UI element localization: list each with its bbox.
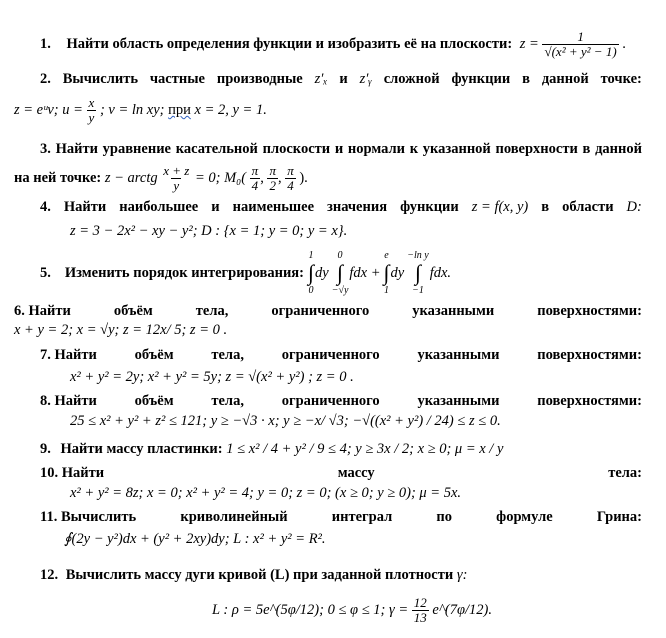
word: Найти	[55, 141, 98, 157]
lower-limit: −1	[412, 285, 424, 296]
word: указанными	[417, 347, 500, 363]
word: к	[409, 141, 419, 157]
word: ограниченного	[281, 347, 380, 363]
formula: ; v = ln xy;	[99, 101, 165, 118]
word: объём	[113, 303, 153, 319]
denominator: y	[88, 110, 95, 125]
word: и	[339, 71, 348, 87]
problem-number: 8.	[40, 393, 51, 409]
problem-8-line1	[40, 392, 642, 410]
word: поверхности	[495, 141, 578, 157]
problem-9	[40, 440, 503, 458]
numerator: π	[269, 163, 276, 178]
formula: fdx +	[349, 265, 381, 281]
word: ограниченного	[281, 393, 380, 409]
word: области	[562, 199, 614, 215]
word: уравнение	[102, 141, 171, 157]
problem-number: 1.	[40, 35, 51, 52]
word: массу	[337, 465, 375, 481]
fraction	[267, 164, 278, 193]
formula: = 0; M₀(	[194, 169, 247, 186]
numerator: x	[88, 95, 95, 110]
problem-4-line1	[40, 198, 642, 216]
denominator: 13	[413, 610, 427, 625]
numerator: x + z	[163, 163, 190, 178]
word: и	[211, 199, 220, 215]
formula: 1 ≤ x² / 4 + y² / 9 ≤ 4; y ≥ 3x / 2; x ≥ 0; μ = x / y	[226, 441, 504, 457]
problem-text: Найти область определения функции и изобразить её на плоскости:	[66, 35, 513, 52]
denominator: √(x² + y² − 1)	[544, 44, 617, 59]
integral: 1 ∫ 0	[307, 250, 315, 296]
integral: −ln y ∫ −1	[407, 250, 429, 296]
problem-number: 5.	[40, 265, 51, 281]
formula: z′ᵧ	[359, 71, 372, 87]
word: при	[168, 101, 191, 118]
word: ограниченного	[271, 303, 370, 319]
problem-10-line2: x² + y² = 8z; x = 0; x² + y² = 4; y = 0; z = 0; (x ≥ 0; y ≥ 0); μ = 5x.	[70, 485, 462, 501]
numerator: 1	[577, 29, 584, 44]
word: значения	[327, 199, 388, 215]
word: касательной	[175, 141, 258, 157]
formula: x = 2, y = 1.	[194, 101, 267, 118]
integral: 0 ∫ −√y	[331, 250, 349, 296]
word: Вычислить	[60, 509, 137, 525]
word: функции	[451, 71, 511, 87]
word: данной	[541, 71, 589, 87]
lower-limit: 1	[384, 285, 390, 296]
word: Грина:	[596, 509, 642, 525]
lower-limit: 0	[308, 285, 314, 296]
formula: dy	[390, 265, 405, 281]
problem-6-line1	[14, 302, 642, 320]
word: поверхностями:	[537, 303, 642, 319]
problem-number: 10.	[40, 465, 59, 481]
formula: e^(7φ/12).	[432, 601, 492, 618]
word: сложной	[383, 71, 440, 87]
word: по	[436, 509, 452, 525]
problem-11-line2: ∮(2y − y²)dx + (y² + 2xy)dy; L : x² + y² = R².	[64, 531, 326, 547]
word: указанными	[417, 393, 500, 409]
problem-5	[40, 250, 451, 296]
word: поверхностями:	[537, 347, 642, 363]
upper-limit: 0	[337, 250, 343, 261]
word: производные	[216, 71, 303, 87]
upper-limit: −ln y	[407, 250, 429, 261]
fraction	[542, 30, 618, 59]
formula: D:	[626, 199, 642, 215]
problem-3-line1	[40, 140, 642, 158]
formula: z =	[519, 35, 539, 52]
word: объём	[134, 347, 174, 363]
problem-4-line2: z = 3 − 2x² − xy − y²; D : {x = 1; y = 0; y = x}.	[70, 223, 348, 239]
word: в	[522, 71, 530, 87]
problem-1	[40, 30, 626, 59]
formula: dy	[315, 265, 329, 281]
word: тела,	[211, 393, 244, 409]
word: плоскости	[262, 141, 331, 157]
word: частные	[149, 71, 205, 87]
formula: L : ρ = 5e^(5φ/12); 0 ≤ φ ≤ 1; γ =	[212, 601, 409, 618]
upper-limit: e	[384, 250, 389, 261]
word: тела,	[195, 303, 229, 319]
problem-number: 12.	[40, 567, 59, 583]
denominator: 2	[269, 178, 276, 193]
word: данной	[595, 141, 642, 157]
lower-limit: −√y	[331, 285, 349, 296]
word: тела,	[211, 347, 244, 363]
word: Вычислить	[62, 71, 138, 87]
problem-7-line1	[40, 346, 642, 364]
problem-6-line2: x + y = 2; x = √y; z = 12x/ 5; z = 0 .	[14, 322, 228, 338]
word: тела:	[608, 465, 642, 481]
word: наибольшее	[119, 199, 199, 215]
fraction	[412, 596, 429, 625]
punct: .	[622, 35, 626, 52]
formula: z − arctg	[104, 169, 158, 186]
problem-number: 9.	[40, 441, 51, 457]
denominator: y	[173, 178, 180, 193]
problem-number: 3.	[40, 141, 51, 157]
numerator: π	[287, 163, 294, 178]
denominator: 4	[287, 178, 294, 193]
word: точке:	[600, 71, 642, 87]
word: криволинейный	[180, 509, 288, 525]
problem-text: Изменить порядок интегрирования:	[64, 265, 304, 281]
problem-number: 4.	[40, 199, 51, 215]
numerator: 12	[413, 595, 427, 610]
problem-3-line2: на ней точке: z − arctg $\frac{x + z}{y}$ = 0; M₀( $\frac{\pi}{4}$ , $\frac{\pi}{2}$ , $\frac{\pi}{4}$ ).	[14, 163, 308, 193]
word: указанными	[412, 303, 495, 319]
word: поверхностями:	[537, 393, 642, 409]
numerator: π	[251, 163, 259, 178]
word: нормали	[347, 141, 405, 157]
word: наименьшее	[232, 199, 315, 215]
word: и	[334, 141, 344, 157]
word: указанной	[422, 141, 491, 157]
formula: z = eᵘv; u =	[14, 101, 83, 118]
problem-number: 11.	[40, 509, 58, 525]
problem-8-line2: 25 ≤ x² + y² + z² ≤ 121; y ≥ −√3 · x; y ≥ −x/ √3; −√((x² + y²) / 24) ≤ z ≤ 0.	[70, 413, 501, 429]
problem-2-line2	[14, 96, 267, 125]
problem-number: 6.	[14, 303, 25, 319]
formula: γ:	[456, 567, 468, 583]
problem-number: 2.	[40, 71, 51, 87]
formula: z′ₓ	[314, 71, 328, 87]
fraction	[87, 96, 97, 125]
problem-text: Найти массу пластинки:	[60, 441, 223, 457]
problem-7-line2: x² + y² = 2y; x² + y² = 5y; z = √(x² + y²) ; z = 0 .	[70, 369, 354, 385]
formula: fdx.	[429, 265, 452, 281]
problem-text: Вычислить массу дуги кривой (L) при заданной плотности	[65, 567, 454, 583]
word: Найти	[54, 393, 97, 409]
fraction	[285, 164, 296, 193]
fraction	[250, 164, 261, 193]
upper-limit: 1	[308, 250, 314, 261]
punct: ).	[299, 169, 308, 186]
word: функции	[400, 199, 459, 215]
problem-number: 7.	[40, 347, 51, 363]
problem-12-line2	[212, 596, 492, 625]
problem-12-line1	[40, 566, 467, 584]
word: объём	[134, 393, 174, 409]
fraction	[161, 164, 191, 193]
formula: z = f(x, y)	[471, 199, 529, 215]
word: Найти	[61, 465, 105, 481]
word: интеграл	[331, 509, 393, 525]
word: формуле	[496, 509, 553, 525]
word: в	[541, 199, 550, 215]
word: Найти	[54, 347, 97, 363]
integral: e ∫ 1	[383, 250, 390, 296]
word: Найти	[63, 199, 107, 215]
word: в	[582, 141, 591, 157]
problem-10-line1	[40, 464, 642, 482]
denominator: 4	[251, 178, 259, 193]
word: Найти	[28, 303, 71, 319]
problem-text: на ней точке:	[14, 169, 102, 186]
problem-2-line1	[40, 70, 642, 88]
problem-11-line1	[40, 508, 642, 526]
